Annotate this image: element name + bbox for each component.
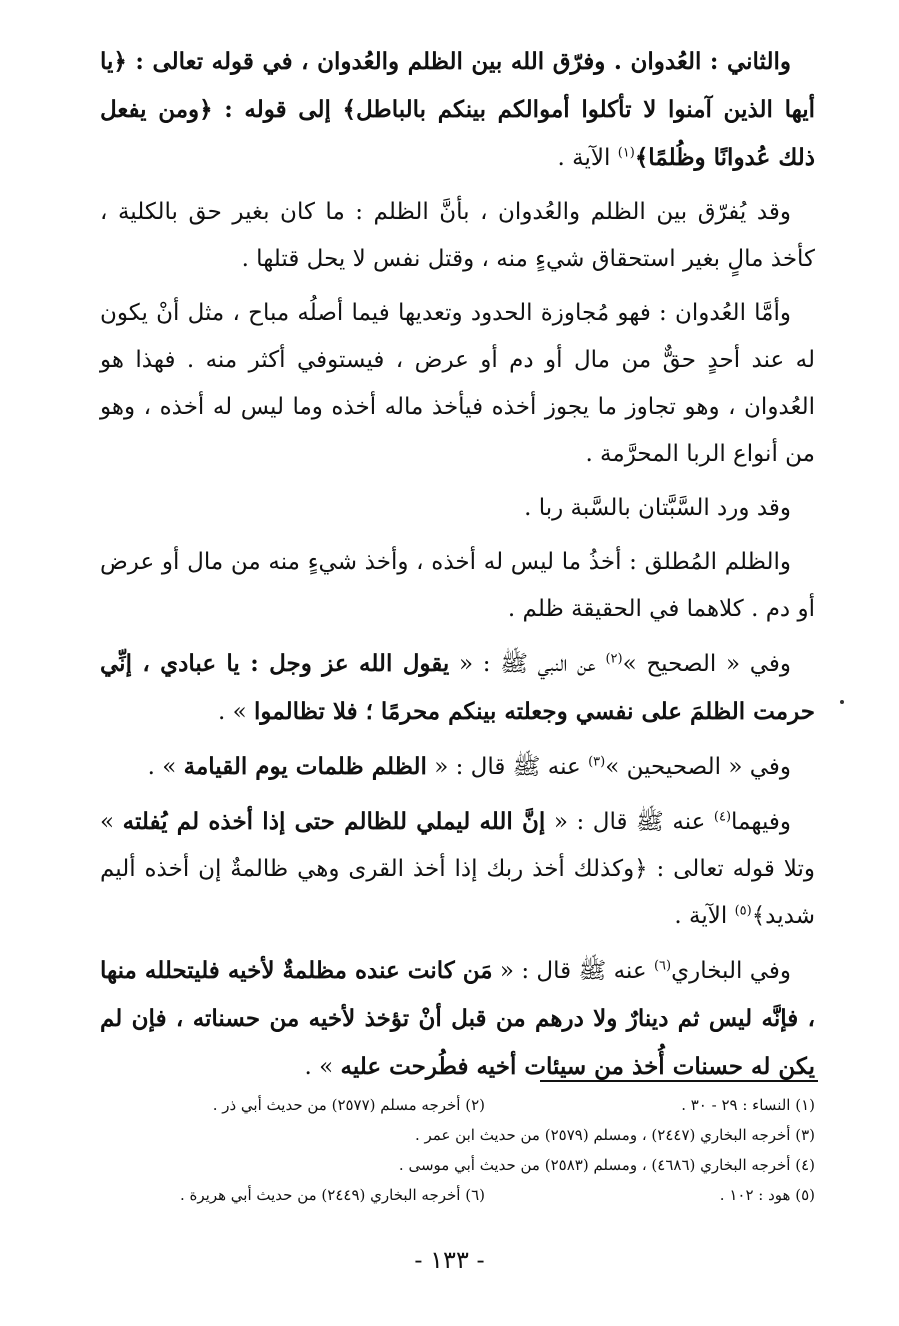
stray-mark	[840, 700, 844, 704]
emphasized-text: إنَّ الله ليملي للظالم حتى إذا أخذه لم يُفلته	[122, 808, 546, 835]
text-segment: والظلم المُطلق : أخذُ ما ليس له أخذه ، وأخذ شيءٍ منه من مال أو عرض أو دم . كلاهما في الحقيقة ظلم .	[100, 549, 815, 622]
paragraph	[100, 798, 815, 940]
text-segment: وفيهما	[731, 809, 791, 835]
emphasized-text: والثاني : العُدوان . وفرّق الله بين الظلم والعُدوان ، في قوله تعالى : ﴿يا أيها الذين آمنوا لا تأكلوا أموالكم بينكم بالباطل﴾ إلى قوله : ﴿ومن يفعل ذلك عُدوانًا وظُلمًا﴾	[100, 48, 815, 171]
text-segment: وأمَّا العُدوان : فهو مُجاوزة الحدود وتعديها فيما أصلُه مباح ، مثل أنْ يكون له عند أحدٍ حقٌّ من مال أو دم أو عرض ، فيستوفي أكثر منه . فهذا هو العُدوان ، وهو تجاوز ما يجوز أخذه فيأخذ ماله أخذه وما ليس له أخذه ، وهو من أنواع الربا المحرَّمة .	[100, 300, 815, 467]
emphasized-text: يقول الله عز وجل : يا عبادي ، إنِّي حرمت الظلمَ على نفسي وجعلته بينكم محرمًا ؛ فلا تظالموا	[100, 650, 815, 725]
footnote: (٤) أخرجه البخاري (٤٦٨٦) ، ومسلم (٢٥٨٣) من حديث أبي موسى .	[398, 1156, 815, 1174]
text-segment: الآية .	[674, 903, 735, 929]
footnote-ref: (١)	[617, 145, 635, 161]
footnote: (٢) أخرجه مسلم (٢٥٧٧) من حديث أبي ذر .	[212, 1096, 485, 1114]
text-segment: وفي « الصحيحين »	[605, 754, 791, 780]
paragraph	[100, 290, 815, 478]
emphasized-text: مَن كانت عنده مظلمةٌ لأخيه فليتحلله منها ، فإنَّه ليس ثم دينارٌ ولا درهم من قبل أنْ تؤخذ لأخيه من حسناته ، فإن لم يكن له حسنات أُخذ من سيئات أخيه فطُرحت عليه	[100, 957, 815, 1080]
paragraph	[100, 743, 815, 791]
main-text	[100, 38, 815, 1098]
text-segment: عنه ﷺ قال : «	[545, 809, 714, 835]
text-segment: عنه ﷺ قال : «	[492, 958, 654, 984]
text-segment: عنه ﷺ قال : «	[426, 754, 589, 780]
footnote-ref: (٤)	[713, 809, 732, 825]
text-segment: » وتلا قوله تعالى : ﴿وكذلك أخذ ربك إذا أخذ القرى وهي ظالمةٌ إن أخذه أليم شديد﴾	[100, 809, 815, 929]
text-segment: وقد يُفرّق بين الظلم والعُدوان ، بأنَّ الظلم : ما كان بغير حق بالكلية ، كأخذ مالٍ بغير استحقاق شيءٍ منه ، وقتل نفس لا يحل قتلها .	[100, 199, 815, 272]
text-segment: وفي « الصحيح »	[622, 651, 792, 677]
page-number: - ١٣٣ -	[414, 1246, 485, 1274]
footnotes	[100, 1090, 815, 1210]
footnote-row	[100, 1180, 815, 1210]
text-segment: عن النبي ﷺ : «	[449, 651, 606, 677]
emphasized-text: الظلم ظلمات يوم القيامة	[183, 753, 427, 780]
footnote-separator	[540, 1080, 818, 1082]
footnote-row	[100, 1150, 815, 1180]
footnote-ref: (٣)	[588, 754, 606, 770]
text-segment: وفي البخاري	[671, 958, 791, 984]
text-segment: » .	[304, 1054, 341, 1080]
paragraph	[100, 38, 815, 182]
text-segment: وقد ورد السَّبَّتان بالسَّبة ربا .	[524, 495, 791, 521]
paragraph	[100, 640, 815, 736]
footnote: (٥) هود : ١٠٢ .	[719, 1186, 815, 1204]
footnote-row	[100, 1090, 815, 1120]
footnote: (٦) أخرجه البخاري (٢٤٤٩) من حديث أبي هريرة .	[179, 1186, 485, 1204]
paragraph	[100, 485, 815, 532]
paragraph	[100, 189, 815, 283]
footnote: (٣) أخرجه البخاري (٢٤٤٧) ، ومسلم (٢٥٧٩) من حديث ابن عمر .	[414, 1126, 815, 1144]
paragraph	[100, 539, 815, 633]
footnote: (١) النساء : ٢٩ - ٣٠ .	[681, 1096, 815, 1114]
footnote-ref: (٢)	[605, 651, 623, 667]
paragraph	[100, 947, 815, 1091]
footnote-ref: (٦)	[653, 958, 672, 974]
text-segment: الآية .	[557, 145, 618, 171]
text-segment: » .	[218, 699, 255, 725]
text-segment: » .	[147, 754, 184, 780]
footnote-ref: (٥)	[734, 903, 752, 919]
footnote-row	[100, 1120, 815, 1150]
